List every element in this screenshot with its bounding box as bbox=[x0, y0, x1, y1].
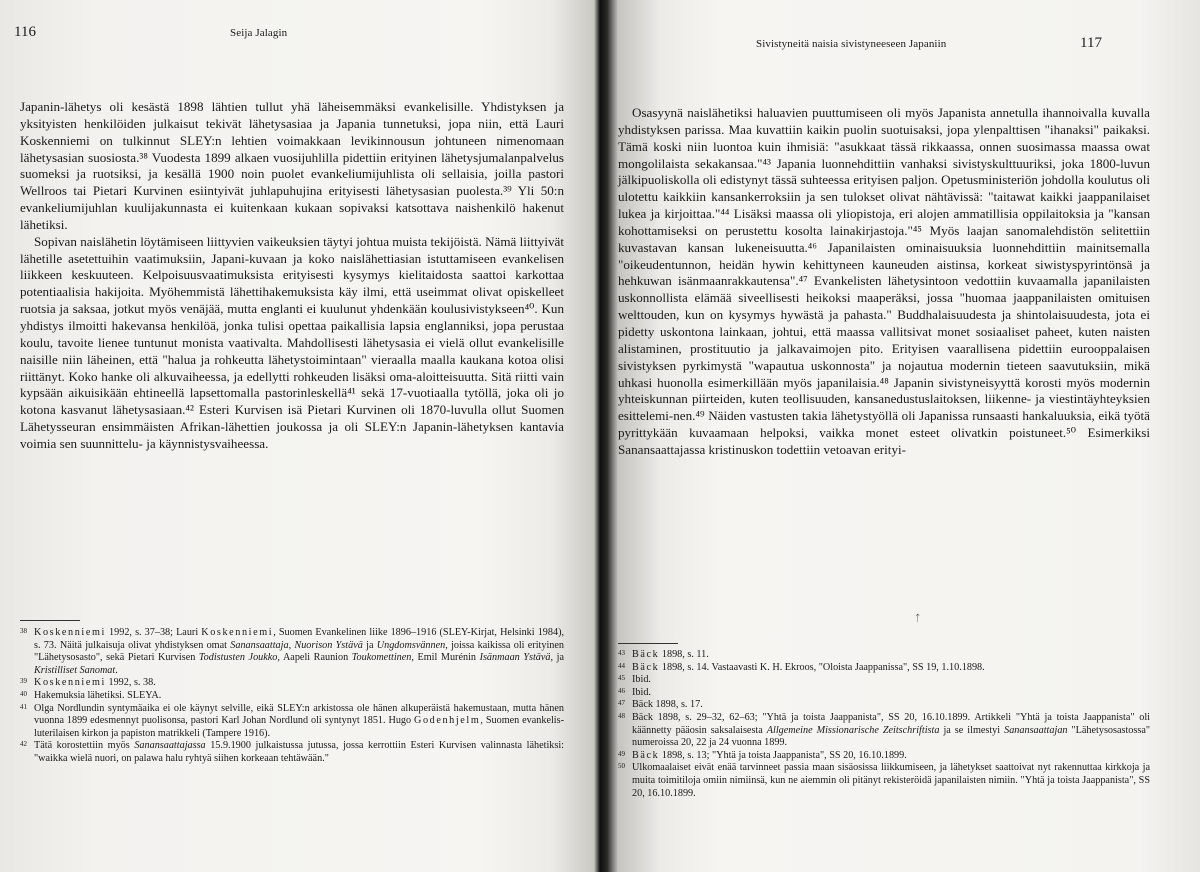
stray-mark: ᛏ bbox=[915, 613, 921, 623]
footnote-48: 48 Bäck 1898, s. 29–32, 62–63; "Yhtä ja toista Jaappanista", SS 20, 16.10.1899. Artikkeli "Yhtä ja toista Jaappanista" oli käännetty pääosin saksalaisesta Allgemeine Missionarische Zeitschriftista ja se ilmestyi Sanansaattajan "Lähetysosastossa" numeroissa 20, 22 ja 24 vuonna 1899. bbox=[618, 711, 1150, 749]
right-page bbox=[604, 0, 1200, 872]
footnote-41: 41 Olga Nordlundin syntymäaika ei ole käynyt selville, eikä SLEY:n arkistossa ole hänen alkuperäistä hakemustaan, mutta hänen vuonna 1899 edesmennyt puolisonsa, pastori Karl Johan Nordlund oli syntynyt 1851. Hugo Godenhjelm, Suomen evankelis-luterilaisen kirkon ja papiston matrikkeli (Tampere 1916). bbox=[20, 702, 564, 739]
footnote-43: 43 Bäck 1898, s. 11. bbox=[618, 649, 709, 660]
paragraph: Osasyynä naislähetiksi haluavien puuttumiseen oli myös Japanista annetulla ihannoivalla kuvalla yhdistyksen parissa. Maa kuvattiin kaikin puolin suotuisaksi, jopa ylenpalttisen "ihanaksi" paikaksi. Tämä koski niin luontoa kuin ihmisiä: "asukkaat tässä rikkaassa, onnen suosimassa maassa owat mongolilaista sekakansaa."⁴³ Japania luonnehdittiin vanhaksi sivistyskulttuuriksi, joka 1800-luvun jälkipuoliskolla oli edistynyt tässä suhteessa erityisen paljon. Opetusministeriön johdolla koulutus oli ulotettu kaikkiin kansankerroksiin ja sen tulokset olivat nähtävissä: "taitawat kaikki jaappanilaiset lukea ja kirjoittaa."⁴⁴ Lisäksi maassa oli yliopistoja, eri alojen ammatillisia oppilaitoksia ja "kansan kohottamiseksi on perustettu kosolta lainakirjastoja."⁴⁵ Myös laajan sanomalehdistön selitettiin kuvastavan kansan lukeneisuutta.⁴⁶ Japanilaisten ominaisuuksia luonnehdittiin mainitsemalla "oikeudentunnon, heidän hywin kehittyneen kauneuden aistinsa, korkeat siwistyspyrintönsä ja hehkuwan isänmaanrakkautensa".⁴⁷ Evankelisten lähetysintoon vedottiin kuvaamalla japanilaisten uskonnollista elämää siveellisesti heikoksi maaperäksi, jossa "huomaa jaappanilaisten omituisen welttouden, kun on kysymys hywästä ja pahasta." Buddhalaisuudesta ja shintolaisuudesta, jota ei pidetty uskontona lainkaan, johtui, että maassa vallitsivat monet sosiaaliset paheet, kuten naisten alistaminen, prostituutio ja jalkavaimojen pito. Erityisen vaarallisena pidettiin eurooppalaisen sivistyksen pyrkimystä "wapautua uskonnosta" ja nojautua modernin tieteen saavutuksiin, mikä uhkasi huonolla esimerkillään myös japanilaisia.⁴⁸ Japanin sivistyneisyyttä korosti myös modernin yhteiskunnan piirteiden, kuten teollisuuden, kansanedustuslaitoksen, liikenne- ja viestintäyhteyksien esittelemi-nen.⁴⁹ Näiden vastusten takia lähetystyöllä oli Japanissa runsaasti hankaluuksia, eikä työtä pyrittykään kuvaamaan helpoksi, vaikka monet esteet olivatkin poistuneet.⁵⁰ Esimerkiksi Sanansaattajassa kristinuskon todettiin vetoavan erityi- bbox=[618, 105, 1150, 457]
right-footnotes bbox=[618, 649, 1150, 800]
footnote-38: 38 Koskenniemi 1992, s. 37–38; Lauri Koskenniemi, Suomen Evankelinen liike 1896–1916 (SLEY-Kirjat, Helsinki 1984), s. 73. Näitä julkaisuja olivat yhdistyksen omat Sanansaattaja, Nuorison Ystävä ja Ungdomsvännen, joissa kaikissa oli erityinen "Lähetysosasto", sekä Pietari Kurvisen Todistusten Joukko, Aapeli Raunion Toukomettinen, Emil Murénin Isänmaan Ystävä, ja Kristilliset Sanomat. bbox=[20, 627, 565, 676]
right-body-text bbox=[618, 105, 1150, 459]
footnote-44: 44 Bäck 1898, s. 14. Vastaavasti K. H. Ekroos, "Oloista Jaappanissa", SS 19, 1.10.1898. bbox=[618, 661, 985, 673]
running-head-right: Sivistyneitä naisia sivistyneeseen Japaniin bbox=[756, 38, 947, 50]
page-number-right: 117 bbox=[1080, 35, 1102, 51]
footnote-45: 45 Ibid. bbox=[618, 674, 651, 686]
footnote-rule bbox=[20, 620, 80, 621]
paragraph: Japanin-lähetys oli kesästä 1898 lähtien tullut yhä läheisemmäksi evankelisille. Yhdistyksen ja yksityisten henkilöiden julkaisut tekivät lähetysasiaa ja Japania tunnetuksi, jopa niin, että Lauri Koskenniemi on tulkinnut SLEY:n lehtien voimakkaan levikinnousun johtuneen nimenomaan lähetysasian suosiosta.³⁸ Vuodesta 1899 alkaen vuosijuhlilla pidettiin erityinen lähetysjumalanpalvelus suomeksi ja ruotsiksi, ja kesällä 1900 noin puolet evankeliumijuhlista oli sellaisia, joilla pastori Wellroos tai Pietari Kurvinen esiintyivät juhlapuhujina erityisesti lähetysasian puolesta.³⁹ Yli 50:n evankeliumijuhlan kuulijakunnasta ei kuitenkaan kukaan sopivaksi katsottava naishenkilö hakenut lähetiksi. bbox=[20, 99, 564, 232]
footnote-49: 49 Bäck 1898, s. 13; "Yhtä ja toista Jaappanista", SS 20, 16.10.1899. bbox=[618, 749, 907, 761]
running-head-left: Seija Jalagin bbox=[230, 27, 288, 39]
footnote-40: 40 Hakemuksia lähetiksi. SLEYA. bbox=[20, 689, 162, 701]
footnote-47: 47 Bäck 1898, s. 17. bbox=[618, 699, 703, 711]
left-body-text bbox=[20, 99, 564, 453]
footnote-50: 50 Ulkomaalaiset eivät enää tarvinneet passia maan sisäosissa liikkumiseen, ja lähetykset saattoivat nyt rakennuttaa kirkkoja ja muita toimitiloja omiin nimiinsä, kun ne aiemmin oli pitänyt rekisteröidä japanilaisten nimiin. "Yhtä ja toista Jaappanista", SS 20, 16.10.1899. bbox=[618, 762, 1150, 799]
page-number-left: 116 bbox=[14, 24, 36, 40]
paragraph: Sopivan naislähetin löytämiseen liittyvien vaikeuksien täytyi johtua muista tekijöistä. Nämä liittyivät lähetille asetettuihin vaatimuksiin, Japani-kuvaan ja koko naislähettiasian istuttamiseen evankelisen liikkeen keskuuteen. Kelpoisuusvaatimuksista erityisesti kysymys kielitaidosta saattoi karkottaa potentiaalisia hakijoita. Myöhemmistä lähettihakemuksista käy ilmi, että useimmat olivat opiskelleet ruotsia ja saksaa, jotkut myös venäjää, mutta englanti ei kuulunut yhdenkään koulusivistykseen⁴⁰. Kun yhdistys ilmoitti hakevansa henkilöä, jonka tulisi opettaa paikallisia lapsia englanniksi, jopa perustaa koulu, tavoite lienee tuntunut monista vaativalta. Mahdollisesti lähetysasia ei vielä ollut evankelisille naisille niin läheinen, että "halua ja rohkeutta lähetystoimintaan" vieraalla maalla kaukana kotoa olisi riittänyt. Koko hanke oli alkuvaiheessa, ja edellytti rohkeuden lisäksi oma-aloitteisuutta. Sitä riitti vain kypsään aikuisikään ehtineellä lapsettomalla pastorinleskellä⁴¹ sekä 17-vuotiaalla tytöllä, joka oli jo kotona kasvanut lähetysasiaan.⁴² Esteri Kurvisen isä Pietari Kurvinen oli 1870-luvulla ollut Suomen Lähetysseuran ensimmäisten Afrikan-lähettien joukossa ja oli SLEY:n Japanin-lähetyksen kantavia voimia sen suunnittelu- ja käynnistysvaiheessa. bbox=[20, 233, 564, 451]
footnote-42: 42 Tätä korostettiin myös Sanansaattajassa 15.9.1900 julkaistussa jutussa, jossa kerrottiin Esteri Kurvisen valinnasta lähetiksi: "waikka wielä nuori, on palawa halu ryhtyä siihen korkeaan tehtäwään." bbox=[20, 740, 564, 764]
left-page bbox=[0, 0, 596, 872]
left-footnotes bbox=[20, 627, 564, 766]
footnote-rule bbox=[618, 643, 678, 644]
footnote-46: 46 Ibid. bbox=[618, 686, 651, 698]
footnote-39: 39 Koskenniemi 1992, s. 38. bbox=[20, 677, 156, 689]
